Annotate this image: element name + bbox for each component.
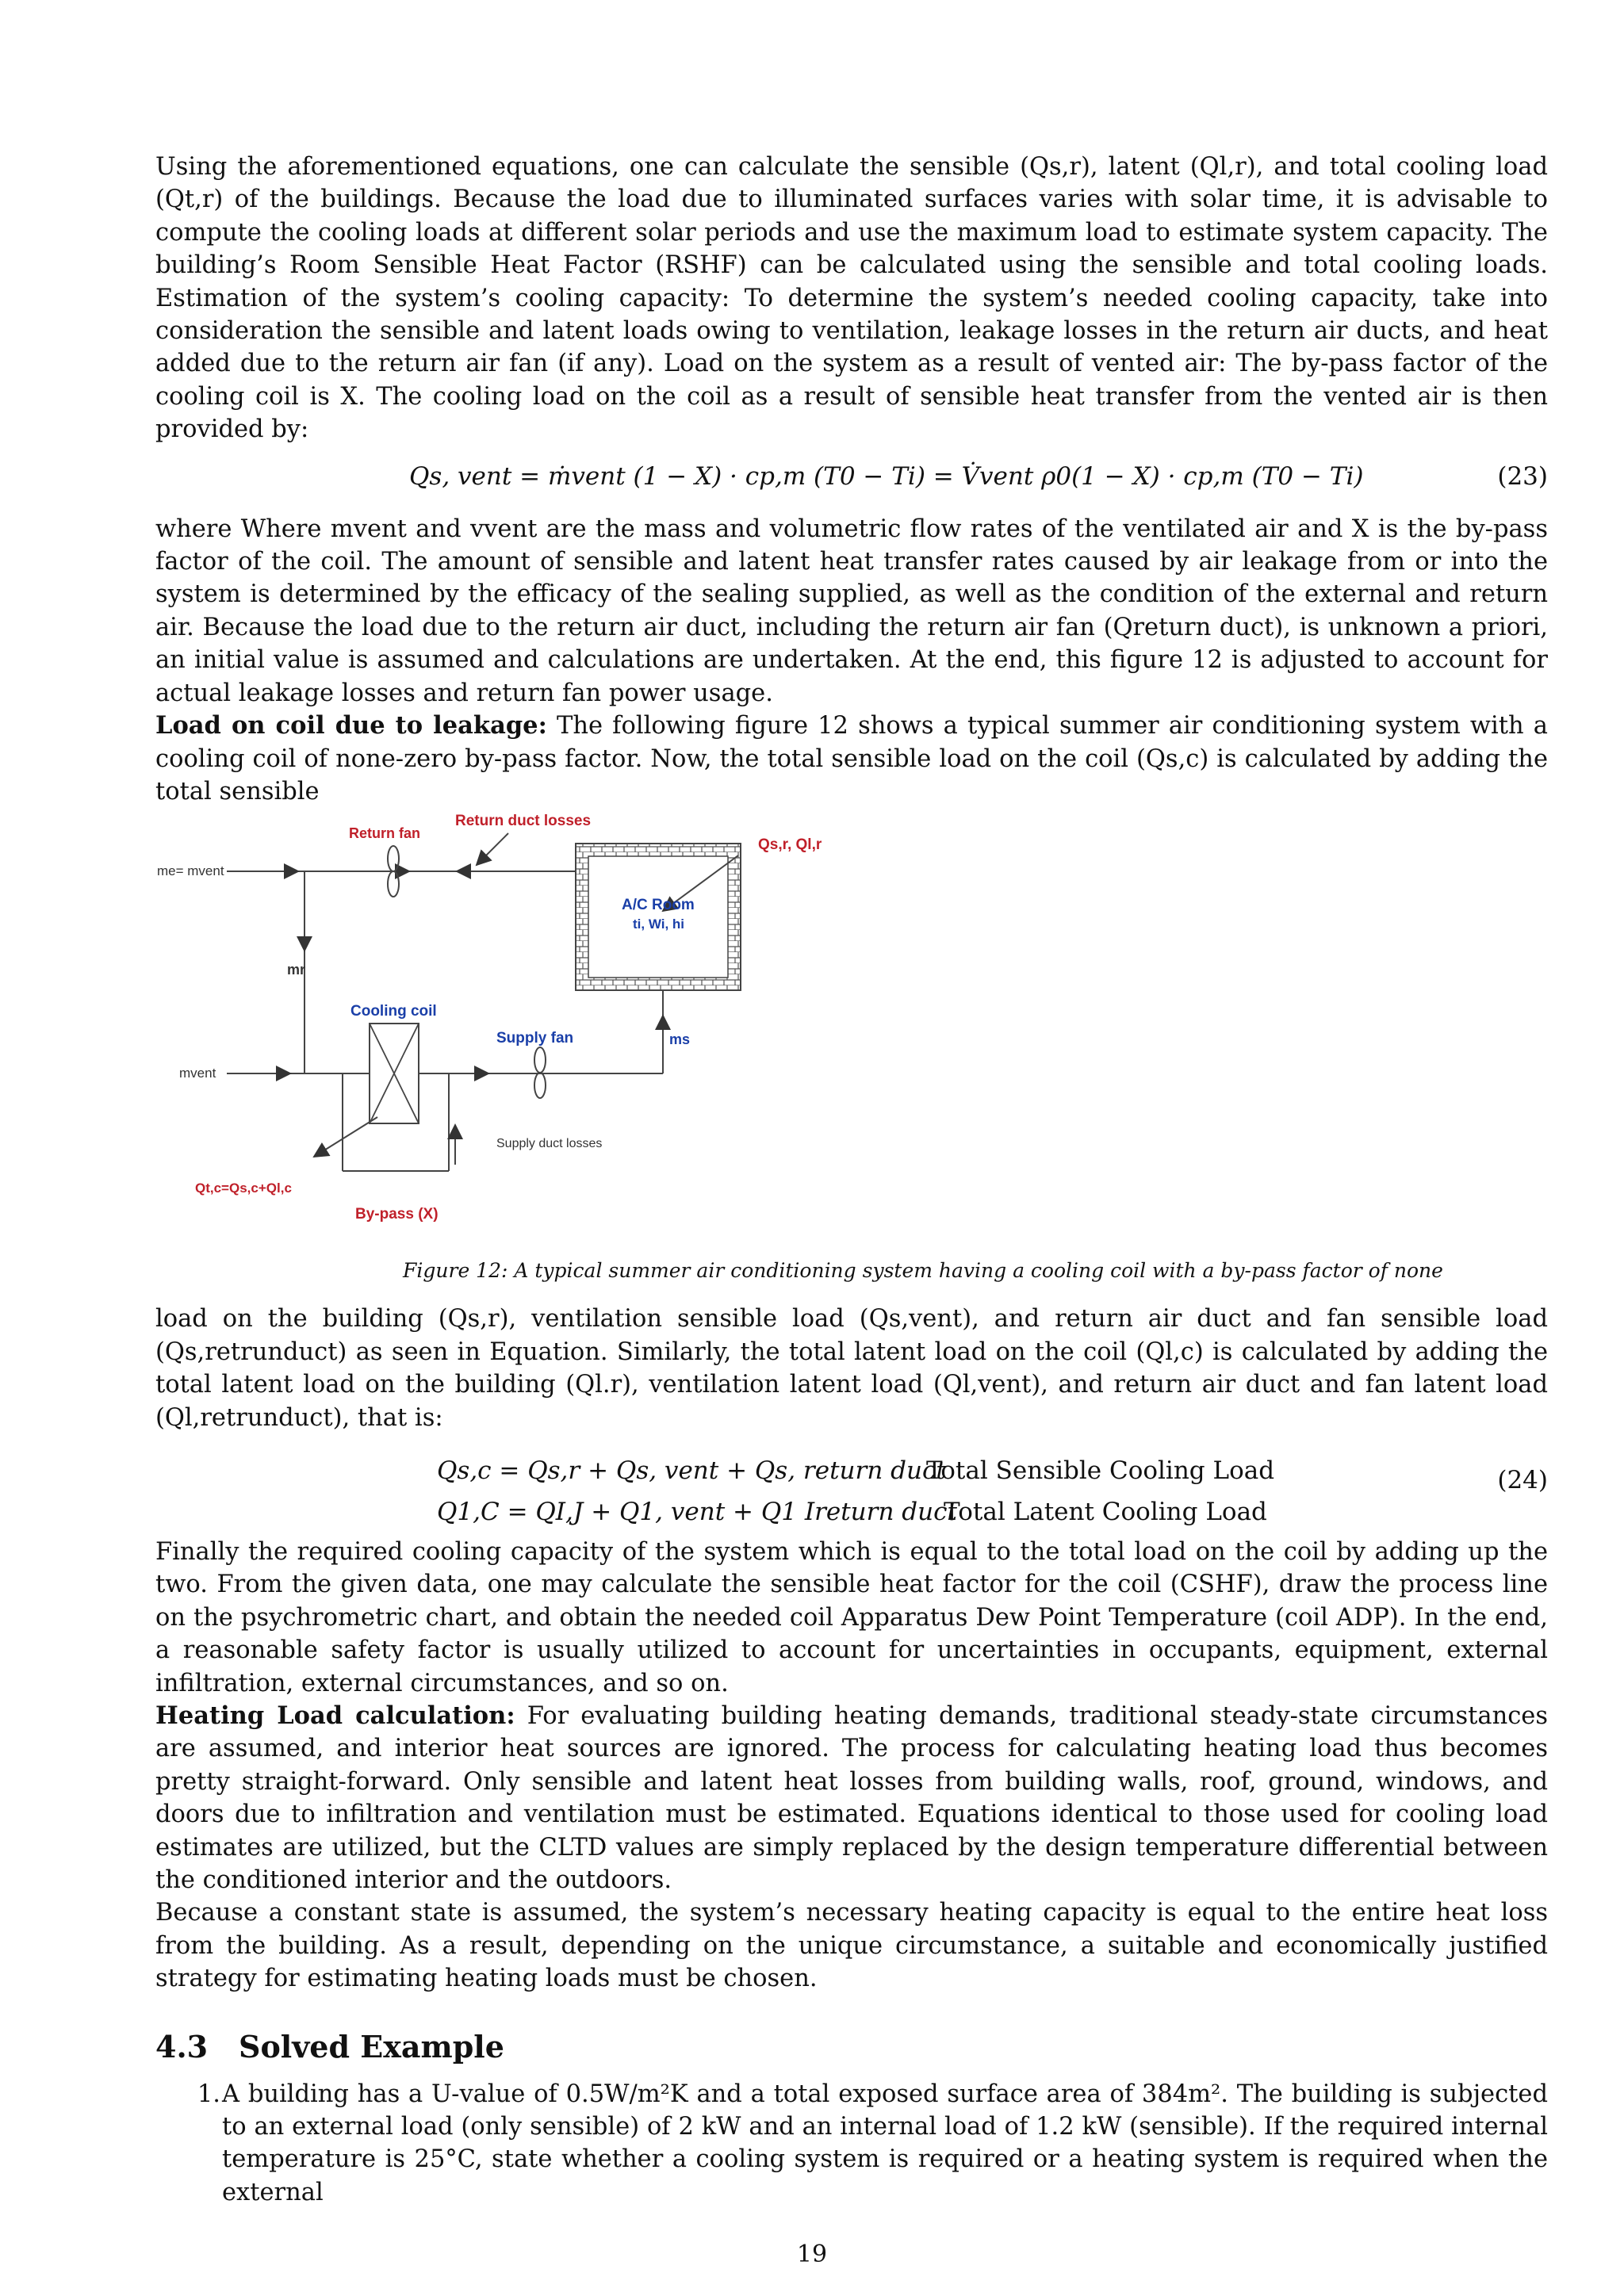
supply-fan-icon <box>534 1047 546 1073</box>
section-heading <box>155 2027 1548 2067</box>
label-me-mvent: me= mvent <box>157 863 224 879</box>
paragraph-constant-state: Because a constant state is assumed, the system’s necessary heating capacity is equal to the entire heat loss from the building. As a result, depending on the unique circumstance, a suitable and economically justified strategy for estimating heating loads must be chosen. <box>155 1899 1548 1993</box>
equation-24-number: (24) <box>1497 1465 1548 1494</box>
example-text: A building has a U-value of 0.5W/m²K and a total exposed surface area of 384m². The building is subjected to an external load (only sensible) of 2 kW and an internal load of 1.2 kW (sensible). If the required internal temperature is 25°C, state whether a cooling system is required or a heating system is required when the external <box>222 2080 1548 2206</box>
label-return-fan: Return fan <box>349 825 420 842</box>
page-number: 19 <box>796 2241 828 2268</box>
label-cooling-coil: Cooling coil <box>350 1003 437 1020</box>
label-room-state: ti, Wi, hi <box>633 916 685 932</box>
label-qsr-qlr: Qs,r, Ql,r <box>758 836 822 854</box>
examples-list <box>155 2078 1548 2210</box>
return-fan-icon <box>388 846 399 871</box>
label-mvent: mvent <box>179 1066 216 1081</box>
figure-12-caption: Figure 12: A typical summer air conditioning system having a cooling coil with a by-pass factor of none <box>403 1259 1443 1283</box>
page-body <box>155 151 1548 2209</box>
heating-text: For evaluating building heating demands, traditional steady-state circumstances are assumed, and interior heat sources are ignored. The process for calculating heating load thus becomes pretty straight-forward. Only sensible and latent heat losses from building walls, roof, ground, windows, and doors due to infiltration and ventilation must be estimated. Equations identical to those used for cooling load estimates are utilized, but the CLTD values are simply replaced by the design temperature differential between the conditioned interior and the outdoors. <box>155 1701 1548 1894</box>
equation-23-expression: Qs, vent = ṁvent (1 − X) · cp,m (T0 − Ti) = V̇vent ρ0(1 − X) · cp,m (T0 − Ti) <box>409 461 1364 491</box>
label-supply-fan: Supply fan <box>496 1030 574 1047</box>
leakage-text: The following figure 12 shows a typical summer air conditioning system with a cooling coil of none-zero by-pass factor. Now, the total sensible load on the coil (Qs,c) is calculated by adding the total sensible <box>155 712 1548 806</box>
equation-23 <box>155 446 1548 513</box>
paragraph-capacity: Finally the required cooling capacity of the system which is equal to the total load on the coil by adding up the two. From the given data, one may calculate the sensible heat factor for the coil (CSHF), draw the process line on the psychrometric chart, and obtain the needed coil Apparatus Dew Point Temperature (coil ADP). In the end, a reasonable safety factor is usually utilized to account for uncertainties in occupants, equipment, external infiltration, external circumstances, and so on. <box>155 1537 1548 1697</box>
heating-heading: Heating Load calculation: <box>155 1701 515 1730</box>
label-ac-room: A/C Room <box>622 897 695 914</box>
label-supply-duct-losses: Supply duct losses <box>496 1137 603 1151</box>
equation-23-number: (23) <box>1497 461 1548 491</box>
paragraph-leakage <box>155 710 1548 808</box>
example-number: 1. <box>197 2080 220 2108</box>
equation-24-label1: Total Sensible Cooling Load <box>926 1456 1275 1485</box>
equation-24-line2: Q1,C = QI,J + Q1, vent + Q1 Ireturn duct <box>437 1497 957 1526</box>
paragraph-heating <box>155 1700 1548 1896</box>
list-item <box>155 2078 1548 2210</box>
paragraph-ventilation: where Where mvent and vvent are the mass and volumetric flow rates of the ventilated air and X is the by-pass factor of the coil. The amount of sensible and latent heat transfer rates caused by air leakage from or into the system is determined by the efficacy of the sealing supplied, as well as the condition of the external and return air. Because the load due to the return air duct, including the return air fan (Qreturn duct), is unknown a priori, an initial value is assumed and calculations are undertaken. At the end, this figure 12 is adjusted to account for actual leakage losses and return fan power usage. <box>155 515 1548 707</box>
section-title: Solved Example <box>239 2028 504 2064</box>
label-return-duct-losses: Return duct losses <box>455 813 592 830</box>
label-ms: ms <box>669 1031 691 1048</box>
equation-24-label2: Total Latent Cooling Load <box>944 1497 1267 1526</box>
equation-24-line1: Qs,c = Qs,r + Qs, vent + Qs, return duct <box>437 1456 946 1485</box>
paragraph-total-load: load on the building (Qs,r), ventilation sensible load (Qs,vent), and return air duct and fan sensible load (Qs,retrunduct) as seen in Equation. Similarly, the total latent load on the coil (Ql,c) is calculated by adding the total latent load on the building (Ql.r), ventilation latent load (Ql,vent), and return air duct and fan latent load (Ql,retrunduct), that is: <box>155 1305 1548 1432</box>
label-bypass: By-pass (X) <box>355 1206 439 1223</box>
leakage-heading: Load on coil due to leakage: <box>155 711 547 740</box>
section-number: 4.3 <box>155 2028 209 2064</box>
label-mr: mr <box>287 962 306 978</box>
paragraph-cooling-load-intro: Using the aforementioned equations, one can calculate the sensible (Qs,r), latent (Ql,r), and total cooling load (Qt,r) of the buildings. Because the load due to illuminated surfaces varies with solar time, it is advisable to compute the cooling loads at different solar periods and use the maximum load to estimate system capacity. The building’s Room Sensible Heat Factor (RSHF) can be calculated using the sensible and total cooling loads. Estimation of the system’s cooling capacity: To determine the system’s needed cooling capacity, take into consideration the sensible and latent loads owing to ventilation, leakage losses in the return air ducts, and heat added due to the return air fan (if any). Load on the system as a result of vented air: The by-pass factor of the cooling coil is X. The cooling load on the coil as a result of sensible heat transfer from the vented air is then provided by: <box>155 153 1548 444</box>
label-qtc: Qt,c=Qs,c+Ql,c <box>195 1181 292 1196</box>
equation-24 <box>155 1434 1548 1536</box>
ac-system-diagram <box>155 808 1548 1276</box>
figure-12 <box>155 808 1548 1299</box>
